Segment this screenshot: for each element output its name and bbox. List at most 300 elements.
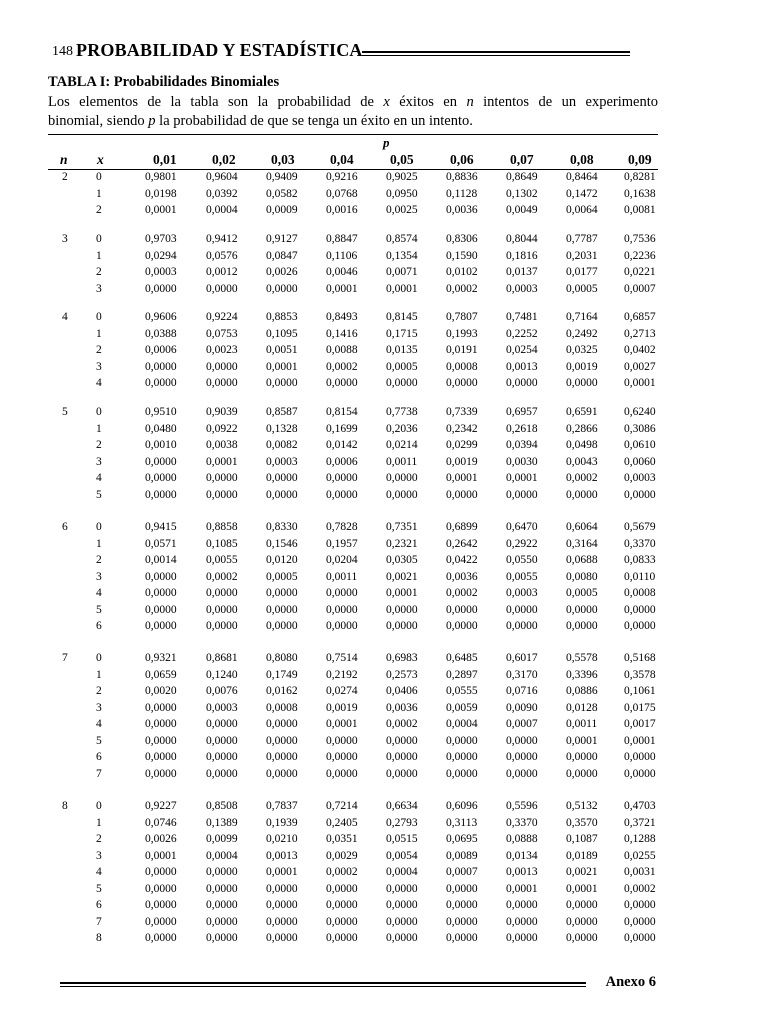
probability-cell: 0,0006 [326, 455, 358, 468]
probability-cell: 0,3721 [624, 816, 656, 829]
probability-cell: 0,0002 [206, 570, 238, 583]
probability-cell: 0,0000 [145, 866, 177, 878]
probability-cell: 0,1106 [326, 249, 358, 262]
x-value: 6 [96, 899, 102, 911]
probability-cell: 0,0847 [266, 249, 298, 262]
table-row [0, 833, 768, 849]
probability-cell: 0,7536 [624, 233, 656, 245]
probability-cell: 0,0002 [386, 718, 418, 730]
probability-cell: 0,2618 [506, 422, 538, 435]
probability-cell: 0,0134 [506, 849, 538, 862]
table-row [0, 850, 768, 866]
probability-cell: 0,0071 [386, 266, 418, 278]
probability-cell: 0,2573 [386, 668, 418, 681]
probability-cell: 0,0922 [206, 422, 238, 435]
table-row [0, 233, 768, 249]
probability-cell: 0,0019 [446, 455, 478, 468]
probability-cell: 0,8154 [326, 406, 358, 418]
probability-cell: 0,7787 [566, 233, 598, 245]
probability-cell: 0,0000 [624, 767, 656, 780]
probability-cell: 0,0325 [566, 344, 598, 356]
probability-cell: 0,0088 [326, 344, 358, 356]
probability-cell: 0,0000 [145, 734, 177, 747]
probability-cell: 0,9606 [145, 311, 177, 323]
probability-cell: 0,0221 [624, 266, 656, 278]
probability-cell: 0,0000 [386, 767, 418, 780]
probability-cell: 0,0582 [266, 187, 298, 200]
probability-cell: 0,0011 [326, 570, 358, 583]
page-number: 148 [52, 44, 73, 59]
probability-cell: 0,2642 [446, 537, 478, 550]
probability-cell: 0,0191 [446, 344, 478, 356]
probability-cell: 0,0833 [624, 554, 656, 566]
table-row [0, 283, 768, 299]
probability-cell: 0,0006 [145, 344, 177, 356]
probability-cell: 0,0177 [566, 266, 598, 278]
probability-cell: 0,0422 [446, 554, 478, 566]
probability-cell: 0,0388 [145, 327, 177, 340]
probability-cell: 0,5578 [566, 652, 598, 664]
x-value: 1 [96, 422, 102, 435]
probability-cell: 0,7807 [446, 311, 478, 323]
x-value: 2 [96, 554, 102, 566]
probability-cell: 0,6899 [446, 521, 478, 533]
probability-cell: 0,0000 [624, 899, 656, 911]
probability-cell: 0,0254 [506, 344, 538, 356]
probability-cell: 0,7351 [386, 521, 418, 533]
probability-cell: 0,0000 [566, 377, 598, 389]
probability-cell: 0,0002 [446, 587, 478, 599]
probability-cell: 0,0000 [326, 751, 358, 763]
probability-cell: 0,0001 [326, 718, 358, 730]
col-header-p: 0,08 [570, 152, 594, 167]
probability-cell: 0,0000 [624, 932, 656, 944]
probability-cell: 0,9510 [145, 406, 177, 418]
probability-cell: 0,0008 [446, 360, 478, 373]
probability-cell: 0,0000 [145, 882, 177, 895]
probability-cell: 0,0005 [566, 587, 598, 599]
table-row [0, 751, 768, 767]
probability-cell: 0,0038 [206, 439, 238, 451]
probability-cell: 0,1590 [446, 249, 478, 262]
table-row [0, 685, 768, 701]
x-value: 5 [96, 603, 102, 616]
probability-cell: 0,0000 [206, 472, 238, 484]
probability-cell: 0,0046 [326, 266, 358, 278]
probability-cell: 0,0020 [145, 685, 177, 697]
probability-cell: 0,2252 [506, 327, 538, 340]
x-value: 0 [96, 406, 102, 418]
probability-cell: 0,0000 [446, 882, 478, 895]
probability-cell: 0,0001 [506, 882, 538, 895]
table-row [0, 702, 768, 718]
probability-cell: 0,1240 [206, 668, 238, 681]
probability-cell: 0,0003 [624, 472, 656, 484]
table-row [0, 620, 768, 636]
x-value: 7 [96, 915, 102, 928]
x-value: 6 [96, 751, 102, 763]
table-row [0, 344, 768, 360]
page-footer [60, 974, 660, 996]
x-value: 0 [96, 521, 102, 533]
probability-cell: 0,0000 [506, 915, 538, 928]
x-value: 3 [96, 455, 102, 468]
x-value: 5 [96, 734, 102, 747]
probability-cell: 0,0016 [326, 204, 358, 216]
probability-cell: 0,0013 [506, 360, 538, 373]
probability-cell: 0,1085 [206, 537, 238, 550]
probability-cell: 0,8281 [624, 171, 656, 183]
probability-cell: 0,0142 [326, 439, 358, 451]
probability-cell: 0,0000 [266, 603, 298, 616]
probability-cell: 0,0000 [145, 718, 177, 730]
probability-cell: 0,0000 [566, 915, 598, 928]
probability-cell: 0,8574 [386, 233, 418, 245]
probability-cell: 0,0014 [145, 554, 177, 566]
probability-cell: 0,4703 [624, 800, 656, 812]
table-row [0, 932, 768, 948]
probability-cell: 0,0000 [506, 488, 538, 501]
probability-cell: 0,0128 [566, 701, 598, 714]
col-header-p: 0,02 [212, 152, 236, 167]
probability-cell: 0,8306 [446, 233, 478, 245]
probability-cell: 0,0000 [446, 488, 478, 501]
footer-double-rule [60, 982, 586, 987]
probability-cell: 0,1472 [566, 187, 598, 200]
col-header-p: 0,05 [390, 152, 414, 167]
probability-cell: 0,0000 [386, 899, 418, 911]
probability-cell: 0,0011 [566, 718, 598, 730]
probability-cell: 0,0064 [566, 204, 598, 216]
table-row [0, 266, 768, 282]
probability-cell: 0,0000 [326, 488, 358, 501]
probability-cell: 0,0081 [624, 204, 656, 216]
probability-cell: 0,0000 [206, 587, 238, 599]
x-value: 8 [96, 932, 102, 944]
x-value: 2 [96, 685, 102, 697]
probability-cell: 0,6240 [624, 406, 656, 418]
probability-cell: 0,0036 [446, 570, 478, 583]
table-row [0, 916, 768, 932]
annex-label: Anexo 6 [605, 974, 656, 990]
probability-cell: 0,0010 [145, 439, 177, 451]
x-value: 7 [96, 767, 102, 780]
probability-cell: 0,0102 [446, 266, 478, 278]
x-value: 4 [96, 866, 102, 878]
probability-cell: 0,1993 [446, 327, 478, 340]
probability-cell: 0,0000 [386, 932, 418, 944]
table-row [0, 718, 768, 734]
probability-cell: 0,0036 [446, 204, 478, 216]
x-value: 2 [96, 344, 102, 356]
probability-cell: 0,2492 [566, 327, 598, 340]
table-row [0, 377, 768, 393]
probability-cell: 0,0000 [145, 915, 177, 928]
probability-cell: 0,1749 [266, 668, 298, 681]
probability-cell: 0,7837 [266, 800, 298, 812]
probability-cell: 0,0000 [145, 751, 177, 763]
probability-cell: 0,0000 [326, 377, 358, 389]
probability-cell: 0,0000 [145, 899, 177, 911]
probability-cell: 0,0000 [386, 915, 418, 928]
probability-cell: 0,0007 [506, 718, 538, 730]
probability-cell: 0,0007 [624, 282, 656, 295]
probability-cell: 0,0000 [266, 472, 298, 484]
probability-cell: 0,1416 [326, 327, 358, 340]
probability-cell: 0,2236 [624, 249, 656, 262]
probability-cell: 0,7481 [506, 311, 538, 323]
probability-cell: 0,0055 [206, 554, 238, 566]
probability-cell: 0,0000 [624, 915, 656, 928]
probability-cell: 0,8330 [266, 521, 298, 533]
probability-cell: 0,0402 [624, 344, 656, 356]
probability-cell: 0,0000 [145, 360, 177, 373]
probability-cell: 0,0000 [266, 488, 298, 501]
table-row [0, 521, 768, 537]
probability-cell: 0,6634 [386, 800, 418, 812]
probability-cell: 0,0000 [386, 734, 418, 747]
table-row [0, 472, 768, 488]
probability-cell: 0,6591 [566, 406, 598, 418]
probability-cell: 0,0000 [446, 620, 478, 632]
probability-cell: 0,0000 [386, 377, 418, 389]
probability-cell: 0,3570 [566, 816, 598, 829]
probability-cell: 0,0888 [506, 833, 538, 845]
probability-cell: 0,6957 [506, 406, 538, 418]
probability-cell: 0,9224 [206, 311, 238, 323]
probability-cell: 0,0000 [206, 899, 238, 911]
probability-cell: 0,7339 [446, 406, 478, 418]
probability-cell: 0,0026 [266, 266, 298, 278]
probability-cell: 0,7164 [566, 311, 598, 323]
probability-cell: 0,0000 [326, 620, 358, 632]
x-value: 6 [96, 620, 102, 632]
probability-cell: 0,1087 [566, 833, 598, 845]
table-row [0, 669, 768, 685]
probability-cell: 0,0515 [386, 833, 418, 845]
probability-cell: 0,2321 [386, 537, 418, 550]
probability-cell: 0,0000 [145, 455, 177, 468]
x-value: 5 [96, 882, 102, 895]
probability-cell: 0,3164 [566, 537, 598, 550]
probability-cell: 0,0000 [206, 882, 238, 895]
probability-cell: 0,0000 [446, 734, 478, 747]
probability-cell: 0,0000 [266, 882, 298, 895]
probability-cell: 0,0000 [206, 488, 238, 501]
table-row [0, 489, 768, 505]
probability-cell: 0,0480 [145, 422, 177, 435]
probability-cell: 0,0000 [326, 587, 358, 599]
probability-cell: 0,1328 [266, 422, 298, 435]
probability-cell: 0,3170 [506, 668, 538, 681]
probability-cell: 0,0000 [145, 377, 177, 389]
probability-cell: 0,0000 [266, 751, 298, 763]
probability-cell: 0,2866 [566, 422, 598, 435]
probability-cell: 0,0688 [566, 554, 598, 566]
n-value: 8 [62, 800, 68, 812]
probability-cell: 0,0000 [326, 915, 358, 928]
probability-cell: 0,0019 [326, 701, 358, 714]
col-header-n: n [60, 152, 68, 167]
probability-cell: 0,6096 [446, 800, 478, 812]
probability-cell: 0,9412 [206, 233, 238, 245]
probability-cell: 0,0716 [506, 685, 538, 697]
probability-cell: 0,0175 [624, 701, 656, 714]
probability-cell: 0,0000 [206, 866, 238, 878]
probability-cell: 0,0008 [624, 587, 656, 599]
probability-cell: 0,0000 [145, 932, 177, 944]
table-row [0, 361, 768, 377]
probability-cell: 0,0001 [326, 282, 358, 295]
probability-cell: 0,0294 [145, 249, 177, 262]
probability-cell: 0,0198 [145, 187, 177, 200]
probability-cell: 0,0000 [566, 899, 598, 911]
probability-cell: 0,6485 [446, 652, 478, 664]
probability-cell: 0,0002 [446, 282, 478, 295]
probability-cell: 0,0005 [566, 282, 598, 295]
x-value: 3 [96, 282, 102, 295]
probability-cell: 0,1638 [624, 187, 656, 200]
probability-cell: 0,1095 [266, 327, 298, 340]
table-row [0, 554, 768, 570]
probability-cell: 0,0768 [326, 187, 358, 200]
probability-cell: 0,0000 [386, 488, 418, 501]
probability-cell: 0,2713 [624, 327, 656, 340]
probability-cell: 0,0000 [566, 767, 598, 780]
probability-cell: 0,0255 [624, 849, 656, 862]
probability-cell: 0,0000 [386, 882, 418, 895]
probability-cell: 0,0082 [266, 439, 298, 451]
probability-cell: 0,3370 [506, 816, 538, 829]
probability-cell: 0,2036 [386, 422, 418, 435]
probability-cell: 0,0059 [446, 701, 478, 714]
probability-cell: 0,0610 [624, 439, 656, 451]
probability-cell: 0,0000 [206, 360, 238, 373]
probability-cell: 0,9604 [206, 171, 238, 183]
probability-cell: 0,0004 [206, 849, 238, 862]
probability-cell: 0,8858 [206, 521, 238, 533]
probability-cell: 0,0000 [266, 734, 298, 747]
probability-cell: 0,9409 [266, 171, 298, 183]
probability-cell: 0,0001 [266, 866, 298, 878]
n-value: 7 [62, 652, 68, 664]
probability-cell: 0,0023 [206, 344, 238, 356]
probability-cell: 0,0555 [446, 685, 478, 697]
x-value: 4 [96, 377, 102, 389]
probability-cell: 0,0137 [506, 266, 538, 278]
probability-cell: 0,0025 [386, 204, 418, 216]
table-row [0, 883, 768, 899]
probability-cell: 0,0000 [326, 882, 358, 895]
probability-cell: 0,0000 [624, 751, 656, 763]
probability-cell: 0,0210 [266, 833, 298, 845]
table-row [0, 800, 768, 816]
probability-cell: 0,8508 [206, 800, 238, 812]
probability-cell: 0,0001 [266, 360, 298, 373]
probability-cell: 0,0305 [386, 554, 418, 566]
probability-cell: 0,0000 [566, 603, 598, 616]
table-row [0, 866, 768, 882]
probability-cell: 0,0392 [206, 187, 238, 200]
probability-cell: 0,0049 [506, 204, 538, 216]
probability-cell: 0,0000 [446, 751, 478, 763]
probability-cell: 0,0000 [206, 932, 238, 944]
probability-cell: 0,0013 [266, 849, 298, 862]
col-header-p: 0,03 [271, 152, 295, 167]
probability-cell: 0,0004 [206, 204, 238, 216]
table-row [0, 406, 768, 422]
table-row [0, 311, 768, 327]
probability-cell: 0,0189 [566, 849, 598, 862]
probability-cell: 0,1128 [446, 187, 478, 200]
x-value: 3 [96, 701, 102, 714]
x-value: 4 [96, 472, 102, 484]
x-value: 1 [96, 537, 102, 550]
table-title: TABLA I: Probabilidades Binomiales [48, 74, 280, 90]
probability-cell: 0,5679 [624, 521, 656, 533]
probability-cell: 0,0001 [206, 455, 238, 468]
probability-cell: 0,0000 [145, 488, 177, 501]
table-row [0, 768, 768, 784]
probability-cell: 0,7738 [386, 406, 418, 418]
probability-cell: 0,0013 [506, 866, 538, 878]
probability-cell: 0,8044 [506, 233, 538, 245]
probability-cell: 0,0000 [566, 751, 598, 763]
probability-cell: 0,0000 [506, 603, 538, 616]
table-row [0, 456, 768, 472]
col-header-p: 0,06 [450, 152, 474, 167]
n-value: 2 [62, 171, 68, 183]
probability-cell: 0,0498 [566, 439, 598, 451]
probability-cell: 0,0753 [206, 327, 238, 340]
probability-cell: 0,0043 [566, 455, 598, 468]
probability-cell: 0,0000 [266, 718, 298, 730]
probability-cell: 0,8681 [206, 652, 238, 664]
probability-cell: 0,0003 [506, 587, 538, 599]
probability-cell: 0,0026 [145, 833, 177, 845]
x-value: 3 [96, 360, 102, 373]
x-value: 1 [96, 668, 102, 681]
probability-cell: 0,6064 [566, 521, 598, 533]
table-row [0, 604, 768, 620]
probability-cell: 0,0000 [624, 603, 656, 616]
probability-cell: 0,0001 [566, 734, 598, 747]
probability-cell: 0,0000 [206, 915, 238, 928]
x-value: 4 [96, 587, 102, 599]
col-header-p: 0,07 [510, 152, 534, 167]
probability-cell: 0,3370 [624, 537, 656, 550]
probability-cell: 0,0000 [266, 620, 298, 632]
probability-cell: 0,0214 [386, 439, 418, 451]
x-value: 2 [96, 204, 102, 216]
probability-cell: 0,0746 [145, 816, 177, 829]
probability-cell: 0,0000 [206, 767, 238, 780]
probability-cell: 0,0394 [506, 439, 538, 451]
table-row [0, 571, 768, 587]
probability-cell: 0,7828 [326, 521, 358, 533]
x-value: 1 [96, 816, 102, 829]
probability-cell: 0,8649 [506, 171, 538, 183]
x-value: 1 [96, 249, 102, 262]
probability-cell: 0,0003 [206, 701, 238, 714]
probability-cell: 0,6017 [506, 652, 538, 664]
probability-cell: 0,0351 [326, 833, 358, 845]
probability-cell: 0,1939 [266, 816, 298, 829]
table-row [0, 899, 768, 915]
x-value: 2 [96, 439, 102, 451]
probability-cell: 0,2342 [446, 422, 478, 435]
probability-cell: 0,0695 [446, 833, 478, 845]
